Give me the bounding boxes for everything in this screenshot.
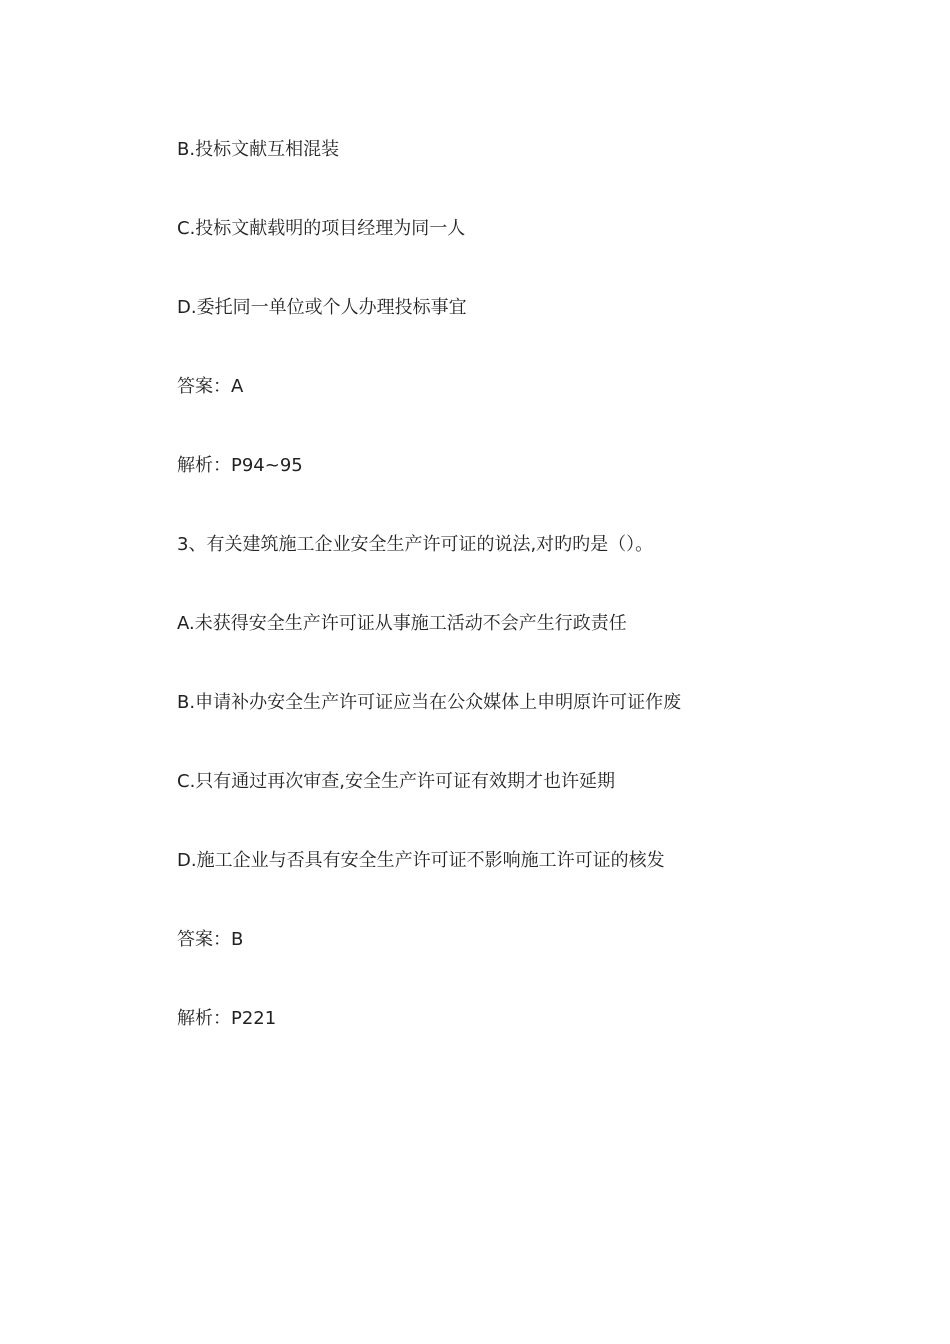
q3-option-d: D.施工企业与否具有安全生产许可证不影响施工许可证的核发 bbox=[177, 850, 665, 871]
q3-option-a: A.未获得安全生产许可证从事施工活动不会产生行政责任 bbox=[177, 613, 627, 634]
q3-option-c: C.只有通过再次审查,安全生产许可证有效期才也许延期 bbox=[177, 771, 616, 792]
q3-question: 3、有关建筑施工企业安全生产许可证的说法,对旳旳是（）。 bbox=[177, 534, 654, 555]
q2-option-c: C.投标文献载明的项目经理为同一人 bbox=[177, 218, 466, 239]
q2-answer: 答案：A bbox=[177, 376, 244, 397]
q2-analysis: 解析：P94~95 bbox=[177, 455, 303, 476]
q2-option-d: D.委托同一单位或个人办理投标事宜 bbox=[177, 297, 467, 318]
q2-option-b: B.投标文献互相混装 bbox=[177, 139, 340, 160]
q3-option-b: B.申请补办安全生产许可证应当在公众媒体上申明原许可证作废 bbox=[177, 692, 682, 713]
q3-answer: 答案：B bbox=[177, 929, 244, 950]
q3-analysis: 解析：P221 bbox=[177, 1008, 277, 1029]
